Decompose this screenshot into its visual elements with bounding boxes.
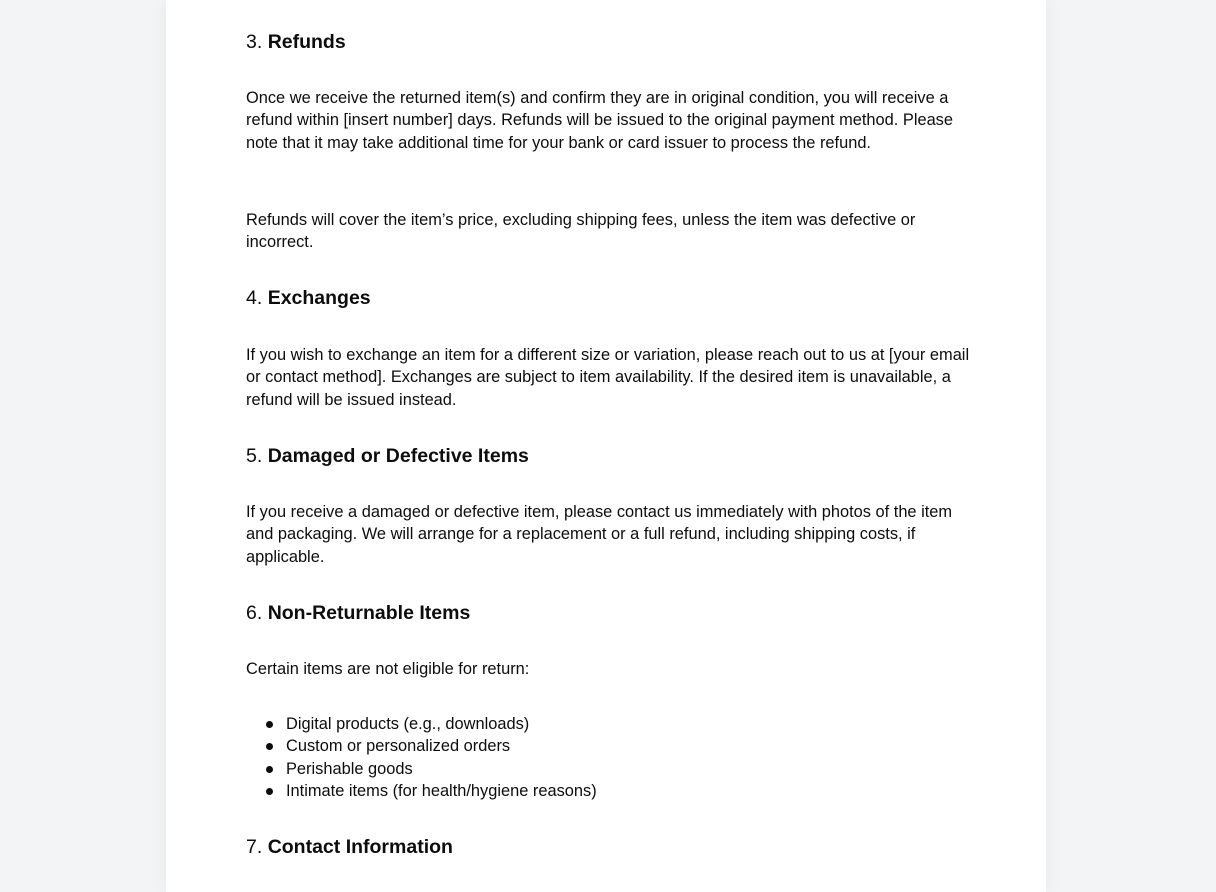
section-heading-refunds: [246, 29, 346, 55]
section-number: 5.: [246, 445, 263, 467]
section-title: Exchanges: [267, 287, 371, 309]
list-item-text: Intimate items (for health/hygiene reasons): [286, 781, 597, 800]
section-number: 4.: [246, 287, 263, 309]
section-heading-damaged: [246, 443, 529, 469]
list-item: [246, 735, 597, 757]
list-item-text: Digital products (e.g., downloads): [286, 715, 530, 733]
section-title: Damaged or Defective Items: [267, 445, 529, 467]
section-title: Contact Information: [267, 836, 453, 858]
bullet-icon: [266, 721, 273, 728]
section-heading-contact: [246, 834, 453, 860]
section-number: 7.: [246, 836, 263, 858]
document-page: [166, 0, 1046, 892]
refunds-paragraph-1: Once we receive the returned item(s) and confirm they are in original condition, you will receive a refund within [insert number] days. Refunds will be issued to the original payment method. Please note that it may take additional time for your bank or card issuer to process the refund.: [246, 89, 953, 152]
non-returnable-intro: Certain items are not eligible for return:: [246, 660, 530, 678]
bullet-icon: [266, 788, 273, 795]
section-title: Non-Returnable Items: [267, 602, 471, 624]
list-item-text: Custom or personalized orders: [286, 737, 511, 756]
section-heading-exchanges: [246, 285, 371, 311]
section-number: 6.: [246, 602, 263, 624]
list-item: [246, 758, 597, 780]
list-item: [246, 780, 597, 802]
non-returnable-list: [246, 713, 597, 802]
refunds-paragraph-2: Refunds will cover the item’s price, excluding shipping fees, unless the item was defective or incorrect.: [246, 211, 916, 252]
bullet-icon: [266, 766, 273, 773]
section-title: Refunds: [267, 31, 346, 53]
exchanges-paragraph: If you wish to exchange an item for a different size or variation, please reach out to us at [your email or contact method]. Exchanges are subject to item availability. If the desired item is unavailable, a refund will be issued instead.: [246, 346, 970, 409]
section-heading-non-returnable: [246, 600, 470, 626]
section-number: 3.: [246, 31, 263, 53]
bullet-icon: [266, 743, 273, 750]
list-item: [246, 713, 597, 735]
list-item-text: Perishable goods: [286, 759, 413, 778]
damaged-paragraph: If you receive a damaged or defective item, please contact us immediately with photos of the item and packaging. We will arrange for a replacement or a full refund, including shipping costs, if applicable.: [246, 503, 953, 566]
